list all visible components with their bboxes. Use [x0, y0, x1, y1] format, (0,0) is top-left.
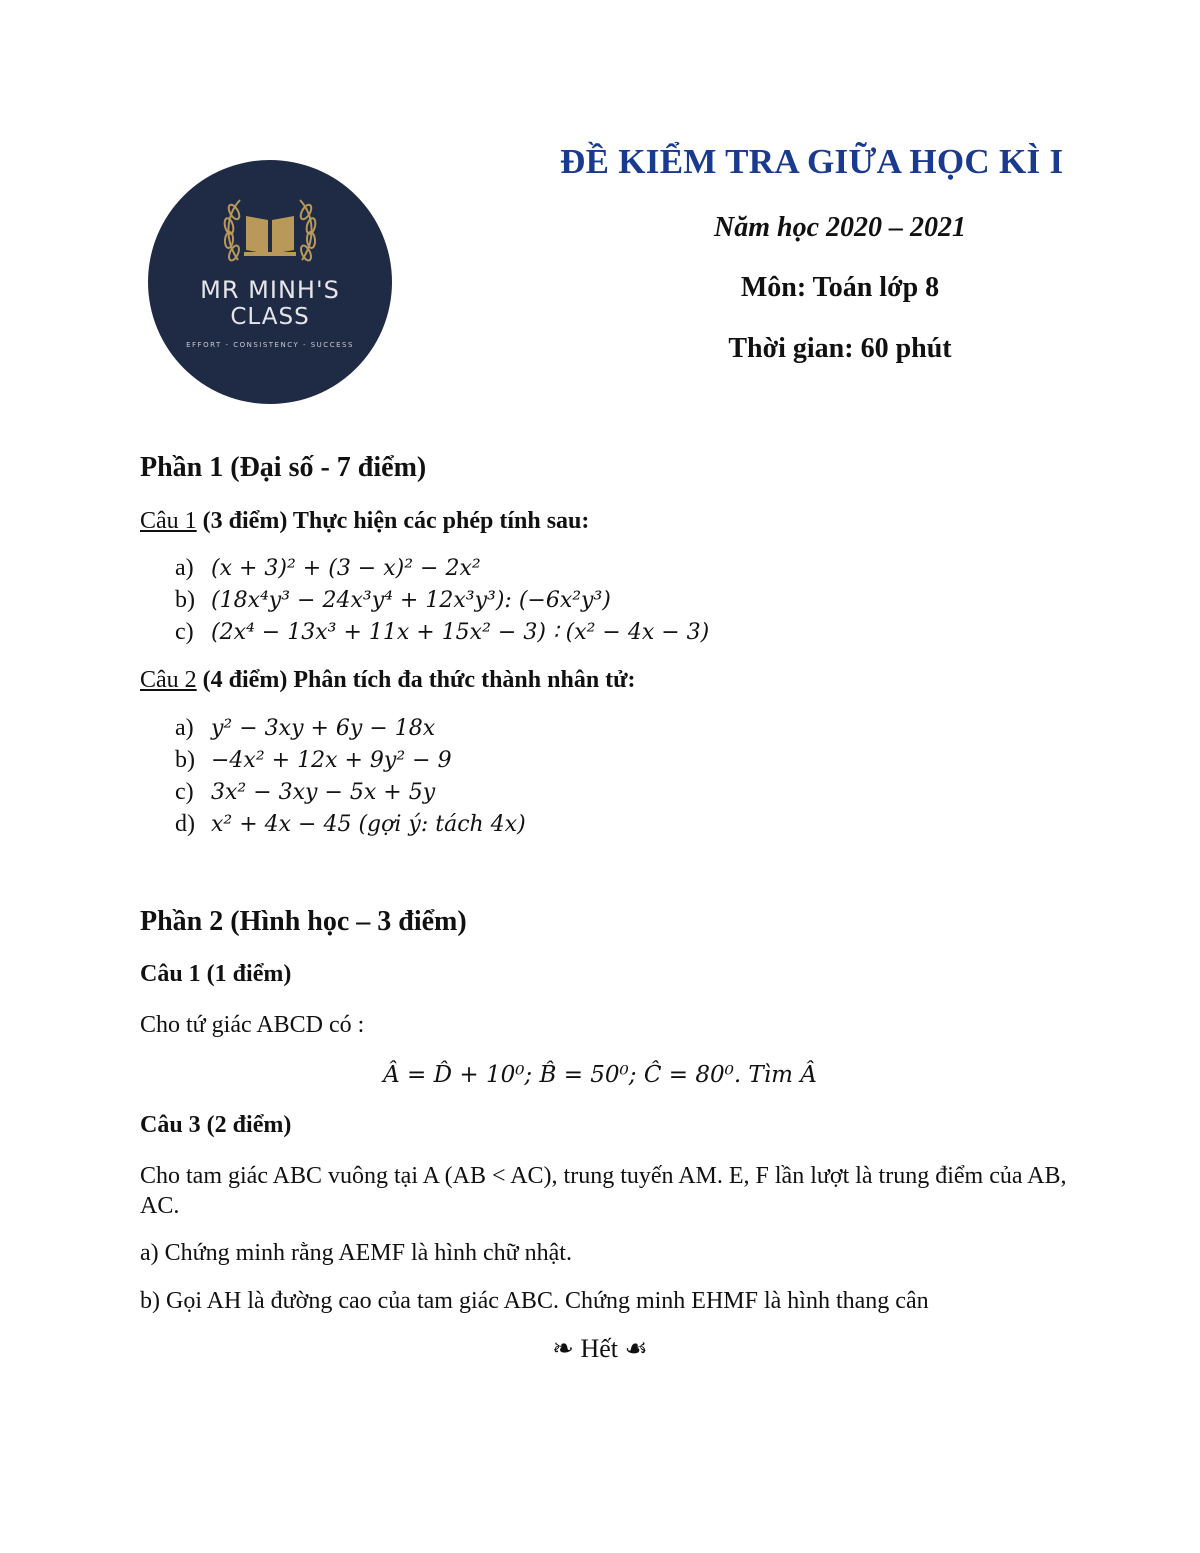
q1-prompt: Thực hiện các phép tính sau:	[292, 508, 590, 534]
school-year: Năm học 2020 – 2021	[714, 212, 966, 243]
q2-header	[140, 667, 636, 694]
q2-points: (4 điểm)	[202, 667, 288, 693]
ornament-right-icon: ☙	[624, 1334, 648, 1363]
exam-title: ĐỀ KIỂM TRA GIỮA HỌC KÌ I	[560, 142, 1064, 181]
list-item: c) 3x² − 3xy − 5x + 5y	[175, 779, 436, 805]
end-text: Hết	[580, 1334, 619, 1363]
ornament-left-icon: ❧	[552, 1334, 574, 1363]
duration: Thời gian: 60 phút	[728, 333, 952, 364]
class-logo	[148, 160, 392, 404]
logo-class: CLASS	[230, 304, 310, 330]
p2-q3-a: a) Chứng minh rằng AEMF là hình chữ nhật.	[140, 1240, 572, 1266]
p2-q1-heading: Câu 1 (1 điểm)	[140, 961, 292, 987]
p2-q1-text: Cho tứ giác ABCD có :	[140, 1012, 365, 1038]
logo-tagline: EFFORT - CONSISTENCY - SUCCESS	[186, 341, 354, 349]
end-marker	[0, 1334, 1200, 1364]
p2-q3-heading: Câu 3 (2 điểm)	[140, 1112, 292, 1138]
p2-q3-text: Cho tam giác ABC vuông tại A (AB < AC), trung tuyến AM. E, F lần lượt là trung điểm của AB, AC.	[140, 1163, 1067, 1219]
list-item: d) x² + 4x − 45 (gợi ý: tách 4x)	[175, 811, 526, 837]
q1-points: (3 điểm)	[202, 508, 288, 534]
list-item: a) (x + 3)² + (3 − x)² − 2x²	[175, 555, 481, 581]
q1-label: Câu 1	[140, 508, 197, 534]
list-item: c) (2x⁴ − 13x³ + 11x + 15x² − 3) ∶ (x² − 4x − 3)	[175, 619, 710, 645]
p2-q3-b: b) Gọi AH là đường cao của tam giác ABC. Chứng minh EHMF là hình thang cân	[140, 1288, 929, 1314]
p2-q1-formula: Â = D̂ + 10⁰; B̂ = 50⁰; Ĉ = 80⁰. Tìm Â	[383, 1062, 817, 1088]
list-item: b) −4x² + 12x + 9y² − 9	[175, 747, 452, 773]
part1-heading: Phần 1 (Đại số - 7 điểm)	[140, 452, 427, 483]
list-item: b) (18x⁴y³ − 24x³y⁴ + 12x³y³): (−6x²y³)	[175, 587, 611, 613]
logo-name: MR MINH'S	[200, 276, 340, 304]
part2-heading: Phần 2 (Hình học – 3 điểm)	[140, 906, 467, 937]
q1-header	[140, 508, 589, 535]
q2-label: Câu 2	[140, 667, 197, 693]
q2-prompt: Phân tích đa thức thành nhân tử:	[293, 667, 636, 693]
subject: Môn: Toán lớp 8	[740, 272, 940, 303]
list-item: a) y² − 3xy + 6y − 18x	[175, 715, 436, 741]
